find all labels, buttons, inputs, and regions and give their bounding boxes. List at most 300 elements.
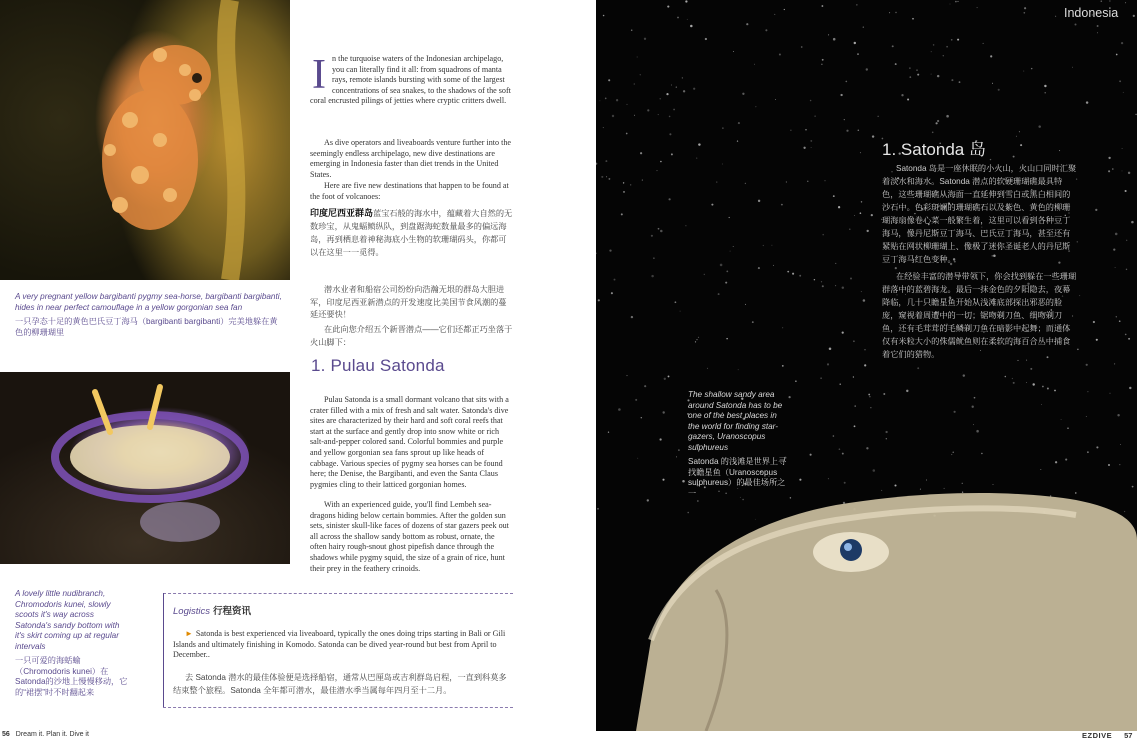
water-particle [612,115,614,117]
water-particle [722,163,723,164]
water-particle [1087,451,1089,453]
water-particle [1108,170,1110,172]
water-particle [765,29,767,31]
water-particle [758,267,760,269]
water-particle [599,100,600,101]
water-particle [662,411,664,413]
intro-text: n the turquoise waters of the Indonesian archipelago, you can literally find it all: from squadrons of manta rays, remote islands bursting with some of the largest concentrations of sea snakes, to the shadows of the soft coral encrusted pilings of jetties where cryptic critters dwell. [310,54,511,106]
water-particle [1132,486,1134,488]
water-particle [860,152,861,153]
water-particle [854,42,856,44]
water-particle [1072,67,1073,68]
water-particle [669,133,671,135]
water-particle [853,376,854,377]
water-particle [671,153,673,155]
water-particle [892,45,894,47]
water-particle [603,127,604,128]
water-particle [790,130,791,131]
water-particle [763,245,764,246]
water-particle [737,140,738,141]
water-particle [856,4,857,5]
water-particle [1005,376,1007,378]
water-particle [730,251,731,252]
seahorse-illustration [0,0,290,280]
water-particle [664,378,666,380]
water-particle [1020,144,1022,146]
water-particle [845,81,847,83]
water-particle [894,484,896,486]
water-particle [631,30,632,31]
water-particle [738,369,739,370]
water-particle [822,234,824,236]
water-particle [705,38,707,40]
water-particle [1047,387,1049,389]
water-particle [973,424,974,425]
water-particle [916,69,917,70]
nudibranch-caption-en: A lovely little nudibranch, Chromodoris kunei, slowly scoots it's way across Satonda's sandy bottom with it's skirt coming up at regular intervals [15,589,120,651]
water-particle [1023,12,1025,14]
water-particle [1095,209,1097,211]
water-particle [605,98,607,100]
water-particle [644,38,646,40]
water-particle [1108,157,1110,159]
water-particle [1131,221,1134,224]
water-particle [917,74,919,76]
water-particle [869,396,870,397]
water-particle [799,479,801,481]
water-particle [658,114,659,115]
water-particle [605,160,607,162]
water-particle [704,274,705,275]
water-particle [754,64,755,65]
water-particle [871,214,873,216]
water-particle [1031,68,1032,69]
water-particle [926,479,927,480]
water-particle [944,488,945,489]
nudibranch-caption [15,589,130,698]
water-particle [976,430,979,433]
water-particle [742,93,744,95]
water-particle [1109,0,1110,1]
seahorse-caption-en: A very pregnant yellow bargibanti pygmy sea-horse, bargibanti bargibanti, hides in near perfect camouflage in a yellow gorgonian sea fan [15,292,282,312]
water-particle [1086,101,1088,103]
water-particle [1023,71,1024,72]
seahorse-caption [15,292,285,338]
logistics-text-cn: 去 Satonda 潜水的最佳体验便是选择船宿，通常从巴厘岛或吉利群岛启程，一直到科莫多结束整个旅程。Satonda 全年都可潜水，最佳潜水季当属每年四月至十二月。 [173,673,507,695]
water-particle [820,377,822,379]
stargazer-caption [688,390,788,499]
water-particle [840,384,841,385]
water-particle [623,191,625,193]
water-particle [868,394,870,396]
water-particle [909,76,911,78]
water-particle [833,195,835,197]
water-particle [957,1,958,2]
water-particle [634,84,635,85]
water-particle [854,215,855,216]
water-particle [720,264,723,267]
water-particle [1125,190,1127,192]
right-section-heading: 1. Satonda 岛 [882,140,986,159]
water-particle [870,407,871,408]
water-particle [835,263,836,264]
water-particle [889,12,890,13]
water-particle [983,43,984,44]
water-particle [626,104,627,105]
stargazer-photo [596,0,1137,731]
nudibranch-caption-cn: 一只可爱的海蛞蝓（Chromodoris kunei）在Satonda的沙地上慢慢移动，它的“裙摆”时不时翻起来 [15,656,128,697]
water-particle [1013,382,1015,384]
water-particle [821,64,822,65]
cn-intro-paragraph-3: 在此向您介绍五个新晋潜点——它们还都正巧坐落于火山脚下： [310,325,513,347]
water-particle [1041,404,1042,405]
water-particle [773,265,774,266]
water-particle [667,6,669,8]
water-particle [716,182,717,183]
water-particle [677,17,679,19]
water-particle [687,19,688,20]
water-particle [866,68,868,70]
water-particle [782,365,784,367]
right-cn-paragraph-1: Satonda 岛是一座休眠的小火山，火山口同时汇聚着淡水和海水。Satonda 潜点的软硬珊瑚礁最具特色，这些珊瑚礁从海面一直延伸到雪白或黑白相间的沙石中。色彩斑斓的珊瑚礁石以及紫色、黄色的柳珊瑚海扇像卷心菜一般繁生着，这里可以看到各种豆丁海马，像丹尼斯豆丁海马、巴氏豆丁海马，甚至还有紧贴在网状柳珊瑚上、像极了迷你圣诞老人的丹尼斯豆丁海马红色变种。 [882,164,1077,264]
water-particle [936,122,938,124]
water-particle [755,519,756,520]
water-particle [669,116,671,118]
water-particle [844,482,846,484]
water-particle [1030,368,1032,370]
water-particle [771,245,772,246]
water-particle [1040,469,1041,470]
water-particle [885,431,887,433]
water-particle [920,489,921,490]
water-particle [1032,383,1034,385]
water-particle [861,291,862,292]
water-particle [932,132,934,134]
water-particle [611,292,613,294]
water-particle [937,75,939,77]
water-particle [849,228,850,229]
water-particle [977,7,978,8]
water-particle [1125,334,1127,336]
water-particle [606,176,607,177]
water-particle [752,321,754,323]
water-particle [933,44,935,46]
water-particle [695,341,696,342]
water-particle [657,170,658,171]
water-particle [1016,136,1017,137]
water-particle [951,454,952,455]
water-particle [1044,92,1045,93]
water-particle [1112,168,1114,170]
water-particle [784,9,785,10]
water-particle [990,159,991,160]
water-particle [1024,7,1026,9]
water-particle [630,184,631,185]
water-particle [596,252,597,254]
water-particle [746,23,748,25]
water-particle [931,51,932,52]
water-particle [838,206,840,208]
water-particle [637,458,638,459]
water-particle [1026,382,1027,383]
water-particle [690,25,693,28]
nudibranch-photo [0,372,290,564]
water-particle [660,230,663,233]
water-particle [781,204,783,206]
water-particle [795,380,797,382]
water-particle [857,53,859,55]
water-particle [878,116,879,117]
water-particle [635,399,637,401]
folio-tagline: Dream it. Plan it. Dive it [15,731,89,738]
water-particle [853,340,855,342]
water-particle [1055,16,1056,17]
water-particle [1101,0,1103,2]
water-particle [866,447,868,449]
water-particle [829,347,832,350]
water-particle [707,368,708,369]
water-particle [1038,125,1041,128]
water-particle [917,367,919,369]
water-particle [729,217,730,218]
water-particle [839,448,841,450]
water-particle [801,46,803,48]
water-particle [668,198,670,200]
cn-intro-paragraph [310,207,514,259]
satonda-paragraph-1: Pulau Satonda is a small dormant volcano that sits with a crater filled with a mix of fresh and salt water. Satonda's dive sites are characterized by their hard and soft coral reefs that start at the surface and gently drop into snow white or rich salt-and-pepper colored sand. Colorful bommies and purple and yellow gorgonian sea fans sprout up like heads of cabbage. Various species of pygmy sea horses can be found here; the Denise, the Bargibanti, and even the Santa Claus pygmies cling to their latticed gorgonian homes. [310,395,509,489]
water-particle [631,316,633,318]
water-particle [799,275,801,277]
water-particle [626,133,628,135]
water-particle [678,449,680,451]
water-particle [685,225,686,226]
water-particle [803,147,805,149]
water-particle [810,454,812,456]
water-particle [673,109,675,111]
water-particle [725,282,727,284]
water-particle [745,304,746,305]
water-particle [758,200,760,202]
water-particle [895,63,897,65]
water-particle [775,99,776,100]
logistics-en-body: Satonda is best experienced via liveaboard, typically the ones doing trips starting in Bali or Gili Islands and ultimately finishing in Komodo. Satonda can be dived year-round but best from April to December.. [173,629,506,660]
water-particle [883,393,885,395]
water-particle [1096,446,1098,448]
water-particle [895,267,897,269]
satonda-paragraph-2: With an experienced guide, you'll find Lembeh sea-dragons hiding below certain bommies. After the golden sun sets, sinister skull-like faces of dozens of star gazers peek out all across the shallow sandy bottom as robust, ornate, the often hairy rough-snout ghost pipefish dance through the shadows while pygmy squid, the size of a grain of rice, hunt their prey in the feathery crinoids. [310,500,509,573]
water-particle [955,1,957,3]
logistics-side-rule [163,593,164,707]
water-particle [1067,427,1068,428]
water-particle [1044,85,1046,87]
water-particle [844,119,845,120]
water-particle [660,161,662,163]
water-particle [1086,364,1088,366]
water-particle [951,39,953,41]
water-particle [1097,32,1098,33]
water-particle [733,51,734,52]
water-particle [608,178,610,180]
water-particle [842,453,844,455]
water-particle [1110,393,1111,394]
water-particle [1128,338,1130,340]
water-particle [1129,387,1131,389]
drop-cap: I [312,52,326,98]
water-particle [1096,339,1098,341]
page-number-right: 57 [1124,731,1133,740]
water-particle [609,249,611,251]
water-particle [698,337,699,338]
water-particle [1086,416,1087,417]
logistics-text-en [173,629,509,661]
water-particle [950,4,951,5]
water-particle [867,230,869,232]
water-particle [623,182,624,183]
water-particle [833,38,836,41]
water-particle [931,74,932,75]
water-particle [1119,320,1121,322]
water-particle [1117,414,1119,416]
intro-paragraph-3: Here are five new destinations that happen to be found at the foot of volcanoes: [310,181,509,201]
water-particle [907,98,909,100]
water-particle [1125,2,1126,3]
water-particle [596,163,597,165]
water-particle [676,86,677,87]
water-particle [659,438,661,440]
water-particle [660,98,661,99]
water-particle [682,77,683,78]
water-particle [697,500,698,501]
water-particle [1097,25,1099,27]
water-particle [683,90,685,92]
water-particle [1114,363,1115,364]
left-folio [2,731,89,738]
water-particle [957,39,959,41]
water-particle [614,279,616,281]
water-particle [901,94,903,96]
water-particle [993,484,994,485]
water-particle [644,385,646,387]
water-particle [854,425,856,427]
water-particle [810,140,812,142]
arrow-icon: ► [185,629,193,638]
water-particle [858,130,860,132]
water-particle [608,432,609,433]
pygmy-seahorse-photo [0,0,290,280]
water-particle [745,183,746,184]
logistics-title [173,603,251,617]
ezdive-logo: EZDIVE [1082,731,1113,740]
water-particle [822,59,824,61]
water-particle [1087,391,1088,392]
water-particle [1042,386,1044,388]
seahorse-caption-cn: 一只孕态十足的黄色巴氏豆丁海马（bargibanti bargibanti）完美地躲在黄色的柳珊瑚里 [15,317,278,337]
water-particle [992,83,993,84]
water-particle [1075,492,1076,493]
intro-paragraph [310,54,512,107]
water-particle [981,453,982,454]
water-particle [1013,156,1015,158]
logistics-top-rule [163,593,513,594]
water-particle [846,130,848,132]
water-particle [682,480,685,483]
water-particle [863,299,866,302]
water-particle [726,338,728,340]
water-particle [718,293,720,295]
cn-intro-text: 蓝宝石般的海水中，蕴藏着大自然的无数珍宝，从鬼蝠鲼纵队，到盘踞海蛇数量最多的偏远海岛，再到栖息着神秘海底小生物的软珊瑚码头，你都可以在这里一一觅得。 [310,209,513,257]
water-particle [733,246,734,247]
water-particle [1116,54,1118,56]
water-particle [1019,131,1020,132]
water-particle [872,135,874,137]
water-particle [651,235,653,237]
water-particle [835,285,836,286]
water-particle [842,286,844,288]
water-particle [642,180,643,181]
water-particle [726,270,728,272]
water-particle [662,479,664,481]
water-particle [937,120,939,122]
water-particle [608,79,610,81]
water-particle [603,15,605,17]
water-particle [640,152,642,154]
water-particle [972,406,974,408]
water-particle [597,508,599,510]
water-particle [786,182,787,183]
water-particle [1115,267,1116,268]
water-particle [963,374,965,376]
water-particle [1123,92,1124,93]
water-particle [696,158,697,159]
water-particle [1093,321,1095,323]
water-particle [658,228,660,230]
water-particle [962,492,963,493]
water-particle [1128,172,1130,174]
water-particle [647,499,649,501]
water-particle [640,74,641,75]
water-particle [598,299,600,301]
logistics-title-cn: 行程资讯 [212,606,251,617]
water-particle [647,109,649,111]
water-particle [641,417,642,418]
water-particle [954,411,956,413]
nudibranch-illustration [0,372,290,564]
water-particle [1065,459,1067,461]
water-particle [1119,80,1121,82]
cn-intro-highlight: 印度尼西亚群岛 [310,208,374,218]
stargazer-caption-cn: Satonda 的浅滩是世界上寻找瞻星鱼（Uranoscopus sulphureus）的最佳场所之一 [688,457,787,498]
water-particle [895,12,896,13]
water-particle [833,435,835,437]
water-particle [822,285,824,287]
water-particle [666,93,668,95]
water-particle [805,129,806,130]
water-particle [626,375,627,376]
water-particle [782,327,783,328]
stargazer-illustration [596,0,1137,731]
water-particle [687,512,689,514]
water-particle [722,127,723,128]
water-particle [698,143,700,145]
cn-intro-paragraph-2: 潜水业者和船宿公司纷纷向浩瀚无垠的群岛大胆进军，印度尼西亚新潜点的开发速度比美国节食风潮的蔓延还要快！ [310,285,507,320]
water-particle [653,257,655,259]
water-particle [779,53,781,55]
water-particle [854,405,855,406]
water-particle [864,349,865,350]
water-particle [962,483,963,484]
water-particle [860,212,862,214]
water-particle [787,271,789,273]
